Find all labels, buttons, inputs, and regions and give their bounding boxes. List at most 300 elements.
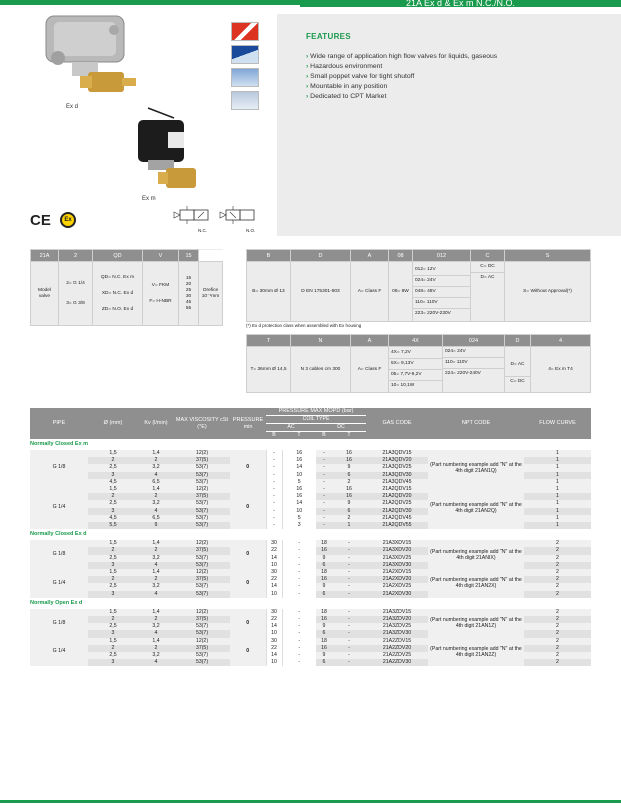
col-coil: COIL TYPE — [266, 416, 366, 424]
visc-cell: 12(2) — [174, 486, 230, 493]
dc-t-cell: - — [332, 623, 366, 630]
ac-t-cell: - — [282, 616, 316, 623]
dia-cell: 4,5 — [88, 515, 138, 522]
visc-cell: 53(7) — [174, 583, 230, 590]
cfg3-h3: 4X — [389, 335, 443, 347]
col-visc: MAX VISCOSITY cSt (°E) — [175, 416, 229, 430]
dc-b-cell: 9 — [316, 555, 332, 562]
flow-curve-cell: 1 — [524, 472, 591, 479]
ac-t-cell: 14 — [282, 500, 316, 507]
gas-code-cell: 21A3QDV15 — [366, 450, 428, 457]
ac-t-cell: - — [282, 652, 316, 659]
hydraulics-icon — [231, 91, 259, 110]
cfg2-footnote: (*) Ex d protection class when assembled with Ex housing — [246, 323, 362, 328]
volt-option: 110= 110V — [443, 358, 504, 369]
npt-code-cell: (Part numbering example add "N" at the 4th digit 21AN2X) — [428, 569, 524, 598]
type-options — [93, 262, 143, 326]
kv-cell: 3,2 — [138, 464, 174, 471]
dc-b-cell: - — [316, 450, 332, 457]
col-dc: DC — [316, 424, 366, 432]
gas-code-cell: 21A3QDV30 — [366, 472, 428, 479]
volt-option: 024= 24V — [443, 347, 504, 358]
pmin-cell: 0 — [230, 540, 266, 569]
gas-code-cell: 21A2XDV20 — [366, 576, 428, 583]
dc-t-cell: 6 — [332, 508, 366, 515]
flow-curve-cell: 2 — [524, 623, 591, 630]
dc-b-cell: 16 — [316, 547, 332, 554]
flow-curve-cell: 2 — [524, 569, 591, 576]
atex-ex-mark: Ex — [60, 212, 76, 228]
flow-curve-cell: 2 — [524, 576, 591, 583]
ac-t-cell: - — [282, 576, 316, 583]
dc-b-cell: - — [316, 493, 332, 500]
page-title: 21A Ex d & Ex m N.C./N.O. — [405, 0, 516, 8]
dc-t-cell: 9 — [332, 500, 366, 507]
visc-cell: 12(2) — [174, 450, 230, 457]
ac-b-cell: - — [266, 500, 282, 507]
gas-code-cell: 21A2ZDV20 — [366, 645, 428, 652]
flow-curve-cell: 1 — [524, 515, 591, 522]
col-flow: FLOW CURVE — [539, 420, 576, 426]
cfg1-h1: 2 — [59, 250, 93, 262]
cfg1-h5 — [199, 250, 223, 262]
visc-cell: 53(7) — [174, 500, 230, 507]
voltage-option: 223= 220V-230V — [415, 310, 451, 316]
cfg2-b: B= 30mm Ø 13 — [247, 262, 291, 322]
volt-option: 224= 220V-240V — [445, 371, 481, 376]
dc-t-cell: - — [332, 616, 366, 623]
kv-cell: 4 — [138, 508, 174, 515]
current-option: D= AC — [480, 275, 495, 280]
cfg2-h4: 012 — [413, 250, 471, 262]
visc-cell: 37(5) — [174, 457, 230, 464]
orifice-options — [179, 262, 199, 326]
flow-curve-cell: 2 — [524, 638, 591, 645]
pmin-cell: 0 — [230, 638, 266, 667]
kv-cell: 1,4 — [138, 540, 174, 547]
gas-code-cell: 21A2QDV20 — [366, 493, 428, 500]
dc-t-cell: - — [332, 652, 366, 659]
no-label: N.O. — [246, 228, 256, 233]
visc-cell: 53(7) — [174, 630, 230, 637]
ac-t-cell: 10 — [282, 508, 316, 515]
feature-item: › Small poppet valve for tight shutoff — [306, 72, 497, 82]
visc-cell: 37(5) — [174, 645, 230, 652]
ac-t-cell: - — [282, 562, 316, 569]
current-option: C= DC — [510, 379, 525, 384]
size-option: 2= G 1/4 — [66, 280, 85, 286]
flow-curve-cell: 1 — [524, 500, 591, 507]
pipe-cell: G 1/8 — [30, 450, 88, 486]
orifice-value: 55 — [185, 305, 192, 311]
size-options — [59, 262, 93, 326]
dc-b-cell: - — [316, 464, 332, 471]
pipe-cell: G 1/8 — [30, 540, 88, 569]
ac-t-cell: 5 — [282, 479, 316, 486]
table-row — [30, 486, 591, 493]
visc-cell: 12(2) — [174, 569, 230, 576]
cfg2-h6: S — [505, 250, 591, 262]
col-mopd: PRESSURE MAX MOPD (bar) — [266, 408, 366, 416]
no-valve-symbol-icon — [218, 204, 262, 226]
ac-t-cell: - — [282, 630, 316, 637]
kv-cell: 3,2 — [138, 652, 174, 659]
table-row — [30, 609, 591, 616]
dc-b-cell: 16 — [316, 616, 332, 623]
ac-b-cell: 22 — [266, 576, 282, 583]
dia-cell: 2,5 — [88, 500, 138, 507]
ac-b-cell: - — [266, 486, 282, 493]
col-gas: GAS CODE — [382, 420, 412, 426]
visc-cell: 37(5) — [174, 493, 230, 500]
visc-cell: 53(7) — [174, 555, 230, 562]
cfg1-h3: V — [143, 250, 179, 262]
ac-b-cell: 10 — [266, 630, 282, 637]
ac-b-cell: 10 — [266, 659, 282, 666]
kv-cell: 3,2 — [138, 500, 174, 507]
kv-cell: 1,4 — [138, 638, 174, 645]
dc-b-cell: 18 — [316, 540, 332, 547]
orifice-value: 20 — [185, 281, 192, 287]
cfg2-voltages — [413, 262, 471, 322]
orifice-value: 25 — [185, 287, 192, 293]
dc-b-cell: - — [316, 486, 332, 493]
type-option: XD= N.C. Ex d — [101, 290, 134, 296]
ac-b-cell: - — [266, 472, 282, 479]
size-option: 3= G 3/8 — [66, 300, 85, 306]
visc-cell: 12(2) — [174, 540, 230, 547]
table-row — [30, 569, 591, 576]
features-heading: FEATURES — [306, 32, 351, 41]
cfg1-h2: QD — [93, 250, 143, 262]
pmin-cell: 0 — [230, 609, 266, 638]
section-title-row — [30, 529, 591, 540]
ac-t-cell: - — [282, 645, 316, 652]
dc-t-cell: 9 — [332, 464, 366, 471]
voltage-option: 024= 24V — [413, 276, 470, 287]
kv-cell: 2 — [138, 493, 174, 500]
ac-b-cell: - — [266, 450, 282, 457]
col-dc-b: B — [322, 432, 326, 438]
dia-cell: 2 — [88, 493, 138, 500]
npt-code-cell: (Part numbering example add "N" at the 4th digit 21AN2Q) — [428, 486, 524, 529]
kv-cell: 4 — [138, 591, 174, 598]
visc-cell: 53(7) — [174, 659, 230, 666]
ac-b-cell: - — [266, 522, 282, 529]
visc-cell: 53(7) — [174, 479, 230, 486]
cfg3-watts — [389, 347, 443, 393]
kv-cell: 3,2 — [138, 583, 174, 590]
gas-code-cell: 21A3QDV45 — [366, 479, 428, 486]
ac-b-cell: - — [266, 508, 282, 515]
valve-ex-d-image — [28, 10, 138, 110]
ac-b-cell: 14 — [266, 652, 282, 659]
cfg3-h0: T — [247, 335, 291, 347]
section-title: Normally Closed Ex d — [30, 531, 87, 538]
flow-curve-cell: 1 — [524, 464, 591, 471]
cfg2-h0: B — [247, 250, 291, 262]
flow-curve-cell: 2 — [524, 591, 591, 598]
cfg3-volts — [443, 347, 505, 393]
dc-t-cell: - — [332, 638, 366, 645]
orifice-value: 45 — [185, 299, 192, 305]
flow-curve-cell: 1 — [524, 486, 591, 493]
ac-b-cell: - — [266, 464, 282, 471]
gas-code-cell: 21A2QDV45 — [366, 515, 428, 522]
cfg3-h1: N — [291, 335, 351, 347]
flow-curve-cell: 2 — [524, 540, 591, 547]
dia-cell: 1,5 — [88, 450, 138, 457]
npt-code-cell: (Part numbering example add "N" at the 4th digit 21ANIX) — [428, 540, 524, 569]
npt-code-cell: (Part numbering example add "N" at the 4th digit 21AN1Q) — [428, 450, 524, 486]
col-ac-b: B — [272, 432, 276, 438]
ac-t-cell: 10 — [282, 472, 316, 479]
water-icon — [231, 68, 259, 87]
ac-t-cell: 3 — [282, 522, 316, 529]
seal-option: F= H-NBR — [149, 298, 172, 304]
table-row — [30, 540, 591, 547]
dc-t-cell: 16 — [332, 457, 366, 464]
pipe-cell: G 1/4 — [30, 486, 88, 529]
kv-cell: 9 — [138, 522, 174, 529]
bottom-green-bar — [0, 800, 621, 803]
pmin-cell: 0 — [230, 569, 266, 598]
gas-code-cell: 21A2XDV30 — [366, 591, 428, 598]
dc-t-cell: - — [332, 645, 366, 652]
visc-cell: 53(7) — [174, 508, 230, 515]
gas-code-cell: 21A3XDV20 — [366, 547, 428, 554]
table-row — [30, 638, 591, 645]
flow-curve-cell: 1 — [524, 522, 591, 529]
ac-t-cell: 14 — [282, 464, 316, 471]
dc-b-cell: 9 — [316, 583, 332, 590]
kv-cell: 2 — [138, 547, 174, 554]
cfg1-h0: 21A — [31, 250, 59, 262]
flow-curve-cell: 2 — [524, 555, 591, 562]
npt-code-cell: (Part numbering example add "N" at the 4th digit 21AN2Z) — [428, 638, 524, 667]
cfg2-h3: 08 — [389, 250, 413, 262]
col-pipe: PIPE — [52, 420, 66, 426]
cfg1-h4: 15 — [179, 250, 199, 262]
ac-t-cell: 16 — [282, 450, 316, 457]
ac-b-cell: - — [266, 493, 282, 500]
visc-cell: 12(2) — [174, 609, 230, 616]
dia-cell: 4,5 — [88, 479, 138, 486]
cfg2-approval: S= Without Approval(*) — [505, 262, 591, 322]
dc-t-cell: - — [332, 569, 366, 576]
dc-b-cell: - — [316, 457, 332, 464]
gas-code-cell: 21A2XDV15 — [366, 569, 428, 576]
flow-curve-cell: 2 — [524, 616, 591, 623]
flow-curve-cell: 2 — [524, 609, 591, 616]
dc-b-cell: 6 — [316, 630, 332, 637]
gas-code-cell: 21A2QDV15 — [366, 486, 428, 493]
visc-cell: 53(7) — [174, 522, 230, 529]
dia-cell: 1,5 — [88, 609, 138, 616]
specs-body — [30, 439, 591, 666]
dc-b-cell: 18 — [316, 609, 332, 616]
flow-curve-cell: 2 — [524, 583, 591, 590]
kv-cell: 2 — [138, 576, 174, 583]
flow-curve-cell: 1 — [524, 450, 591, 457]
kv-cell: 2 — [138, 457, 174, 464]
kv-cell: 3,2 — [138, 555, 174, 562]
ac-t-cell: - — [282, 555, 316, 562]
kv-cell: 6,5 — [138, 479, 174, 486]
kv-cell: 4 — [138, 562, 174, 569]
dc-b-cell: 18 — [316, 569, 332, 576]
gas-code-cell: 21A3ZDV25 — [366, 623, 428, 630]
col-ac-t: T — [297, 432, 301, 438]
dc-t-cell: - — [332, 659, 366, 666]
kv-cell: 1,4 — [138, 486, 174, 493]
orifice-value: 30 — [185, 293, 192, 299]
cfg3-h6: 4 — [531, 335, 591, 347]
cfg2-h2: A — [351, 250, 389, 262]
dc-b-cell: 16 — [316, 576, 332, 583]
kv-cell: 4 — [138, 472, 174, 479]
voltage-option: 110= 110V — [413, 298, 470, 309]
current-option: D= AC — [505, 352, 530, 377]
gas-code-cell: 21A3QDV25 — [366, 464, 428, 471]
ac-b-cell: 30 — [266, 609, 282, 616]
watt-option: 5X= 9,13V — [389, 359, 442, 370]
valve-ex-m-image — [128, 104, 208, 196]
dia-cell: 2 — [88, 457, 138, 464]
dc-b-cell: - — [316, 508, 332, 515]
gas-code-cell: 21A2ZDV30 — [366, 659, 428, 666]
cfg3-a: A= Class F — [351, 347, 389, 393]
ac-t-cell: - — [282, 547, 316, 554]
visc-cell: 53(7) — [174, 652, 230, 659]
watt-option: 10= 10,1W — [391, 383, 415, 388]
type-option: ZD= N.O. Ex d — [101, 306, 134, 312]
voltage-option: 012= 12V — [413, 265, 470, 276]
visc-cell: 37(5) — [174, 576, 230, 583]
gas-code-cell: 21A2ZDV25 — [366, 652, 428, 659]
kv-cell: 1,4 — [138, 609, 174, 616]
pmin-cell: 0 — [230, 450, 266, 486]
ac-t-cell: - — [282, 659, 316, 666]
dia-cell: 2 — [88, 616, 138, 623]
pipe-cell: G 1/4 — [30, 569, 88, 598]
dia-cell: 1,5 — [88, 486, 138, 493]
ac-t-cell: - — [282, 583, 316, 590]
ac-b-cell: 30 — [266, 638, 282, 645]
feature-item: › Wide range of application high flow valves for liquids, gaseous — [306, 52, 497, 62]
visc-cell: 12(2) — [174, 638, 230, 645]
gas-code-cell: 21A2XDV25 — [366, 583, 428, 590]
cfg2-h5: C — [471, 250, 505, 262]
pipe-cell: G 1/8 — [30, 609, 88, 638]
cfg2-h1: D — [291, 250, 351, 262]
dc-t-cell: 2 — [332, 515, 366, 522]
dc-t-cell: 16 — [332, 493, 366, 500]
col-npt: NPT CODE — [461, 420, 491, 426]
cfg3-h2: A — [351, 335, 389, 347]
ac-t-cell: - — [282, 569, 316, 576]
kv-cell: 1,4 — [138, 569, 174, 576]
flow-curve-cell: 2 — [524, 652, 591, 659]
nc-label: N.C. — [198, 228, 207, 233]
ex-m-label: Ex m — [142, 196, 156, 202]
dc-t-cell: - — [332, 576, 366, 583]
industry-icon — [231, 22, 259, 41]
ac-t-cell: - — [282, 540, 316, 547]
visc-cell: 37(5) — [174, 547, 230, 554]
flow-curve-cell: 1 — [524, 508, 591, 515]
gas-code-cell: 21A3ZDV20 — [366, 616, 428, 623]
visc-cell: 53(7) — [174, 562, 230, 569]
gas-code-cell: 21A2ZDV15 — [366, 638, 428, 645]
ac-t-cell: - — [282, 591, 316, 598]
cfg3-current — [505, 347, 531, 393]
dc-b-cell: - — [316, 522, 332, 529]
visc-cell: 37(5) — [174, 616, 230, 623]
gas-code-cell: 21A2QDV25 — [366, 500, 428, 507]
ac-b-cell: 14 — [266, 555, 282, 562]
feature-item: › Dedicated to CPT Market — [306, 92, 497, 102]
dia-cell: 3 — [88, 472, 138, 479]
ac-b-cell: 22 — [266, 616, 282, 623]
dc-t-cell: - — [332, 540, 366, 547]
ac-b-cell: 14 — [266, 583, 282, 590]
dia-cell: 3 — [88, 630, 138, 637]
dia-cell: 1,5 — [88, 569, 138, 576]
dc-b-cell: 9 — [316, 652, 332, 659]
ac-t-cell: 16 — [282, 493, 316, 500]
col-dc-t: T — [347, 432, 351, 438]
features-list — [306, 52, 497, 102]
gas-code-cell: 21A2QDV55 — [366, 522, 428, 529]
dc-b-cell: 9 — [316, 623, 332, 630]
visc-cell: 53(7) — [174, 472, 230, 479]
flow-curve-cell: 1 — [524, 457, 591, 464]
cfg3-h5: D — [505, 335, 531, 347]
gas-code-cell: 21A3QDV20 — [366, 457, 428, 464]
section-title-row — [30, 598, 591, 609]
dia-cell: 3 — [88, 659, 138, 666]
flow-curve-cell: 1 — [524, 493, 591, 500]
cfg3-temp: 4= Ex m T4 — [531, 347, 591, 393]
cfg2-d: D EN 175301-803 — [291, 262, 351, 322]
dc-t-cell: - — [332, 562, 366, 569]
visc-cell: 53(7) — [174, 591, 230, 598]
section-title: Normally Open Ex d — [30, 599, 83, 606]
dc-b-cell: 6 — [316, 562, 332, 569]
dia-cell: 3 — [88, 562, 138, 569]
kv-cell: 6,5 — [138, 515, 174, 522]
npt-code-cell: (Part numbering example add "N" at the 4th digit 21AN1Z) — [428, 609, 524, 638]
ac-b-cell: 14 — [266, 623, 282, 630]
dc-b-cell: - — [316, 515, 332, 522]
model-label: Model valve — [31, 262, 59, 326]
flow-curve-cell: 2 — [524, 630, 591, 637]
ac-t-cell: - — [282, 609, 316, 616]
visc-cell: 53(7) — [174, 623, 230, 630]
dc-b-cell: 16 — [316, 645, 332, 652]
dia-cell: 2,5 — [88, 555, 138, 562]
kv-cell: 1,4 — [138, 450, 174, 457]
orifice-label: Orefice 10⁻¹mm — [199, 262, 223, 326]
ce-mark: CE — [30, 212, 51, 229]
gas-code-cell: 21A3XDV15 — [366, 540, 428, 547]
dia-cell: 2,5 — [88, 623, 138, 630]
ac-t-cell: - — [282, 623, 316, 630]
ex-d-label: Ex d — [66, 104, 79, 110]
dia-cell: 3 — [88, 591, 138, 598]
config-table-coil-t — [246, 334, 591, 393]
